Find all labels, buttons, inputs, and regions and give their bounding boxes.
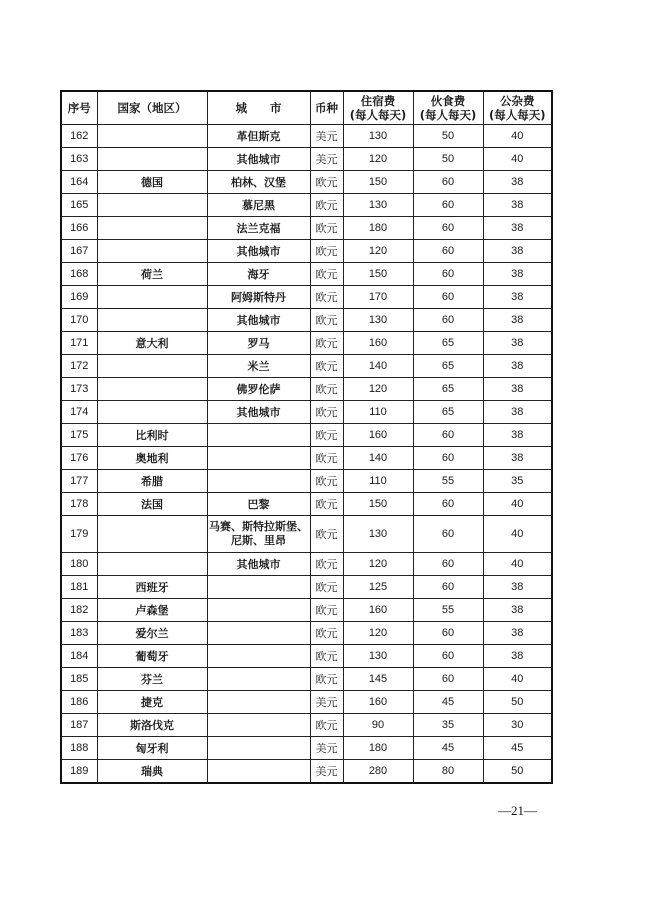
row-index-cell: 167 <box>61 240 97 263</box>
row-lodging-cell: 140 <box>343 447 413 470</box>
row-currency-cell: 美元 <box>310 737 343 760</box>
row-country-cell <box>97 516 207 553</box>
row-currency-cell: 美元 <box>310 691 343 714</box>
row-country-cell <box>97 240 207 263</box>
row-city-cell: 佛罗伦萨 <box>207 378 310 401</box>
row-country-cell <box>97 309 207 332</box>
row-country-cell: 荷兰 <box>97 263 207 286</box>
row-misc-cell: 40 <box>483 493 552 516</box>
table-row <box>61 171 552 194</box>
row-lodging-cell: 125 <box>343 576 413 599</box>
row-meals-cell: 60 <box>413 493 483 516</box>
row-meals-cell: 60 <box>413 516 483 553</box>
row-index-cell: 162 <box>61 125 97 148</box>
row-meals-cell: 45 <box>413 737 483 760</box>
header-lodging-sub: (每人每天) <box>349 108 407 122</box>
table-row <box>61 447 552 470</box>
row-currency-cell: 美元 <box>310 760 343 784</box>
row-lodging-cell: 130 <box>343 645 413 668</box>
row-currency-cell: 欧元 <box>310 645 343 668</box>
row-country-cell <box>97 148 207 171</box>
row-country-cell: 西班牙 <box>97 576 207 599</box>
row-currency-cell: 美元 <box>310 125 343 148</box>
table-row <box>61 332 552 355</box>
row-index-cell: 181 <box>61 576 97 599</box>
row-index-cell: 185 <box>61 668 97 691</box>
table-row <box>61 286 552 309</box>
row-index-cell: 166 <box>61 217 97 240</box>
table-row <box>61 263 552 286</box>
row-lodging-cell: 160 <box>343 424 413 447</box>
row-city-cell <box>207 737 310 760</box>
row-currency-cell: 欧元 <box>310 378 343 401</box>
row-misc-cell: 38 <box>483 401 552 424</box>
row-index-cell: 169 <box>61 286 97 309</box>
row-index-cell: 179 <box>61 516 97 553</box>
row-meals-cell: 65 <box>413 332 483 355</box>
table-row <box>61 148 552 171</box>
table-row <box>61 194 552 217</box>
row-misc-cell: 38 <box>483 194 552 217</box>
table-row <box>61 240 552 263</box>
row-country-cell: 瑞典 <box>97 760 207 784</box>
row-misc-cell: 38 <box>483 309 552 332</box>
row-country-cell: 卢森堡 <box>97 599 207 622</box>
row-index-cell: 184 <box>61 645 97 668</box>
header-lodging-label: 住宿费 <box>360 94 396 108</box>
row-country-cell <box>97 286 207 309</box>
table-row <box>61 217 552 240</box>
row-misc-cell: 50 <box>483 691 552 714</box>
row-meals-cell: 50 <box>413 125 483 148</box>
table-row <box>61 760 552 784</box>
row-currency-cell: 欧元 <box>310 424 343 447</box>
row-country-cell <box>97 553 207 576</box>
table-row <box>61 355 552 378</box>
table-row <box>61 401 552 424</box>
travel-rates-table <box>60 90 553 784</box>
row-lodging-cell: 120 <box>343 622 413 645</box>
row-meals-cell: 60 <box>413 286 483 309</box>
row-country-cell: 希腊 <box>97 470 207 493</box>
row-country-cell: 爱尔兰 <box>97 622 207 645</box>
row-lodging-cell: 110 <box>343 470 413 493</box>
table-row <box>61 622 552 645</box>
row-index-cell: 182 <box>61 599 97 622</box>
row-meals-cell: 60 <box>413 424 483 447</box>
header-lodging <box>343 91 413 125</box>
row-lodging-cell: 280 <box>343 760 413 784</box>
row-misc-cell: 38 <box>483 378 552 401</box>
row-meals-cell: 60 <box>413 240 483 263</box>
table-row <box>61 125 552 148</box>
row-meals-cell: 80 <box>413 760 483 784</box>
row-city-cell: 其他城市 <box>207 148 310 171</box>
row-index-cell: 173 <box>61 378 97 401</box>
row-lodging-cell: 130 <box>343 516 413 553</box>
row-city-cell: 其他城市 <box>207 240 310 263</box>
row-meals-cell: 65 <box>413 401 483 424</box>
row-lodging-cell: 180 <box>343 217 413 240</box>
row-lodging-cell: 150 <box>343 171 413 194</box>
row-city-cell <box>207 691 310 714</box>
row-country-cell: 芬兰 <box>97 668 207 691</box>
row-misc-cell: 38 <box>483 645 552 668</box>
row-currency-cell: 欧元 <box>310 493 343 516</box>
row-index-cell: 176 <box>61 447 97 470</box>
row-lodging-cell: 110 <box>343 401 413 424</box>
row-lodging-cell: 145 <box>343 668 413 691</box>
row-country-cell: 德国 <box>97 171 207 194</box>
row-misc-cell: 40 <box>483 148 552 171</box>
row-currency-cell: 欧元 <box>310 516 343 553</box>
row-index-cell: 187 <box>61 714 97 737</box>
row-country-cell: 意大利 <box>97 332 207 355</box>
row-currency-cell: 欧元 <box>310 622 343 645</box>
row-city-cell: 其他城市 <box>207 401 310 424</box>
row-index-cell: 186 <box>61 691 97 714</box>
header-misc-label: 公杂费 <box>500 94 535 108</box>
row-lodging-cell: 140 <box>343 355 413 378</box>
row-index-cell: 189 <box>61 760 97 784</box>
row-misc-cell: 30 <box>483 714 552 737</box>
row-lodging-cell: 160 <box>343 332 413 355</box>
row-currency-cell: 欧元 <box>310 355 343 378</box>
row-meals-cell: 60 <box>413 668 483 691</box>
table-row <box>61 309 552 332</box>
row-city-cell <box>207 576 310 599</box>
row-country-cell: 匈牙利 <box>97 737 207 760</box>
row-currency-cell: 欧元 <box>310 240 343 263</box>
header-meals-label: 伙食费 <box>430 94 466 108</box>
row-lodging-cell: 130 <box>343 125 413 148</box>
row-index-cell: 174 <box>61 401 97 424</box>
row-misc-cell: 38 <box>483 447 552 470</box>
row-index-cell: 171 <box>61 332 97 355</box>
table-body <box>61 125 552 784</box>
row-meals-cell: 60 <box>413 576 483 599</box>
row-lodging-cell: 160 <box>343 599 413 622</box>
row-country-cell: 斯洛伐克 <box>97 714 207 737</box>
row-index-cell: 178 <box>61 493 97 516</box>
row-index-cell: 164 <box>61 171 97 194</box>
row-meals-cell: 60 <box>413 217 483 240</box>
row-index-cell: 177 <box>61 470 97 493</box>
row-meals-cell: 60 <box>413 309 483 332</box>
row-currency-cell: 欧元 <box>310 714 343 737</box>
header-meals <box>413 91 483 125</box>
table-row <box>61 691 552 714</box>
row-lodging-cell: 120 <box>343 553 413 576</box>
row-misc-cell: 40 <box>483 553 552 576</box>
row-city-cell <box>207 622 310 645</box>
row-meals-cell: 35 <box>413 714 483 737</box>
table-row <box>61 668 552 691</box>
row-city-cell: 阿姆斯特丹 <box>207 286 310 309</box>
row-city-cell <box>207 424 310 447</box>
table-row <box>61 645 552 668</box>
row-country-cell: 比利时 <box>97 424 207 447</box>
row-city-cell <box>207 470 310 493</box>
row-lodging-cell: 120 <box>343 240 413 263</box>
table-row <box>61 737 552 760</box>
row-meals-cell: 65 <box>413 378 483 401</box>
row-currency-cell: 欧元 <box>310 309 343 332</box>
row-meals-cell: 60 <box>413 171 483 194</box>
row-currency-cell: 欧元 <box>310 286 343 309</box>
row-misc-cell: 38 <box>483 217 552 240</box>
row-lodging-cell: 130 <box>343 309 413 332</box>
row-misc-cell: 38 <box>483 576 552 599</box>
row-lodging-cell: 160 <box>343 691 413 714</box>
table-row <box>61 424 552 447</box>
row-meals-cell: 65 <box>413 355 483 378</box>
table-row <box>61 378 552 401</box>
row-currency-cell: 美元 <box>310 148 343 171</box>
table-row <box>61 714 552 737</box>
row-city-cell: 革但斯克 <box>207 125 310 148</box>
row-index-cell: 180 <box>61 553 97 576</box>
row-country-cell: 葡萄牙 <box>97 645 207 668</box>
row-misc-cell: 38 <box>483 424 552 447</box>
row-country-cell: 奥地利 <box>97 447 207 470</box>
row-city-cell: 米兰 <box>207 355 310 378</box>
header-currency: 币种 <box>310 91 343 125</box>
row-country-cell: 捷克 <box>97 691 207 714</box>
row-city-cell <box>207 645 310 668</box>
row-city-cell: 马赛、斯特拉斯堡、尼斯、里昂 <box>207 516 310 553</box>
row-meals-cell: 60 <box>413 622 483 645</box>
table-row <box>61 493 552 516</box>
row-currency-cell: 欧元 <box>310 576 343 599</box>
row-misc-cell: 38 <box>483 332 552 355</box>
row-lodging-cell: 130 <box>343 194 413 217</box>
row-lodging-cell: 120 <box>343 148 413 171</box>
row-country-cell <box>97 355 207 378</box>
row-currency-cell: 欧元 <box>310 263 343 286</box>
row-lodging-cell: 150 <box>343 263 413 286</box>
row-misc-cell: 50 <box>483 760 552 784</box>
row-misc-cell: 38 <box>483 263 552 286</box>
row-meals-cell: 55 <box>413 470 483 493</box>
row-currency-cell: 欧元 <box>310 599 343 622</box>
row-city-cell: 海牙 <box>207 263 310 286</box>
row-index-cell: 175 <box>61 424 97 447</box>
row-meals-cell: 55 <box>413 599 483 622</box>
row-city-cell <box>207 760 310 784</box>
row-misc-cell: 38 <box>483 171 552 194</box>
row-city-cell: 慕尼黑 <box>207 194 310 217</box>
row-currency-cell: 欧元 <box>310 194 343 217</box>
row-currency-cell: 欧元 <box>310 332 343 355</box>
row-city-cell: 其他城市 <box>207 309 310 332</box>
row-index-cell: 163 <box>61 148 97 171</box>
header-misc-sub: (每人每天) <box>488 108 546 122</box>
row-meals-cell: 60 <box>413 447 483 470</box>
row-meals-cell: 50 <box>413 148 483 171</box>
row-meals-cell: 60 <box>413 553 483 576</box>
row-country-cell <box>97 378 207 401</box>
row-country-cell <box>97 401 207 424</box>
row-lodging-cell: 90 <box>343 714 413 737</box>
header-index: 序号 <box>61 91 97 125</box>
table-row <box>61 576 552 599</box>
row-country-cell <box>97 125 207 148</box>
row-misc-cell: 35 <box>483 470 552 493</box>
row-meals-cell: 60 <box>413 645 483 668</box>
table-row <box>61 553 552 576</box>
row-misc-cell: 45 <box>483 737 552 760</box>
page-number: —21— <box>498 803 537 818</box>
row-country-cell: 法国 <box>97 493 207 516</box>
row-city-cell <box>207 714 310 737</box>
row-misc-cell: 38 <box>483 240 552 263</box>
row-city-cell: 柏林、汉堡 <box>207 171 310 194</box>
row-currency-cell: 欧元 <box>310 553 343 576</box>
row-misc-cell: 40 <box>483 668 552 691</box>
row-misc-cell: 38 <box>483 286 552 309</box>
row-misc-cell: 38 <box>483 599 552 622</box>
row-lodging-cell: 170 <box>343 286 413 309</box>
rates-table-container <box>60 90 553 784</box>
row-index-cell: 168 <box>61 263 97 286</box>
row-currency-cell: 欧元 <box>310 171 343 194</box>
table-row <box>61 516 552 553</box>
row-misc-cell: 40 <box>483 516 552 553</box>
row-lodging-cell: 180 <box>343 737 413 760</box>
row-city-cell: 罗马 <box>207 332 310 355</box>
row-currency-cell: 欧元 <box>310 401 343 424</box>
row-city-cell: 巴黎 <box>207 493 310 516</box>
row-misc-cell: 38 <box>483 622 552 645</box>
header-country: 国家（地区） <box>97 91 207 125</box>
table-row <box>61 599 552 622</box>
row-index-cell: 170 <box>61 309 97 332</box>
row-currency-cell: 欧元 <box>310 470 343 493</box>
row-lodging-cell: 150 <box>343 493 413 516</box>
row-currency-cell: 欧元 <box>310 668 343 691</box>
table-row <box>61 470 552 493</box>
row-index-cell: 188 <box>61 737 97 760</box>
row-meals-cell: 60 <box>413 263 483 286</box>
row-city-cell: 其他城市 <box>207 553 310 576</box>
row-misc-cell: 40 <box>483 125 552 148</box>
row-city-cell <box>207 447 310 470</box>
row-lodging-cell: 120 <box>343 378 413 401</box>
row-meals-cell: 45 <box>413 691 483 714</box>
row-index-cell: 165 <box>61 194 97 217</box>
row-currency-cell: 欧元 <box>310 447 343 470</box>
row-misc-cell: 38 <box>483 355 552 378</box>
row-meals-cell: 60 <box>413 194 483 217</box>
row-index-cell: 183 <box>61 622 97 645</box>
header-misc <box>483 91 552 125</box>
row-index-cell: 172 <box>61 355 97 378</box>
table-header-row <box>61 91 552 125</box>
row-city-cell: 法兰克福 <box>207 217 310 240</box>
row-city-cell <box>207 599 310 622</box>
header-city: 城 市 <box>207 91 310 125</box>
row-city-cell <box>207 668 310 691</box>
row-country-cell <box>97 194 207 217</box>
row-currency-cell: 欧元 <box>310 217 343 240</box>
header-meals-sub: (每人每天) <box>419 108 477 122</box>
row-country-cell <box>97 217 207 240</box>
